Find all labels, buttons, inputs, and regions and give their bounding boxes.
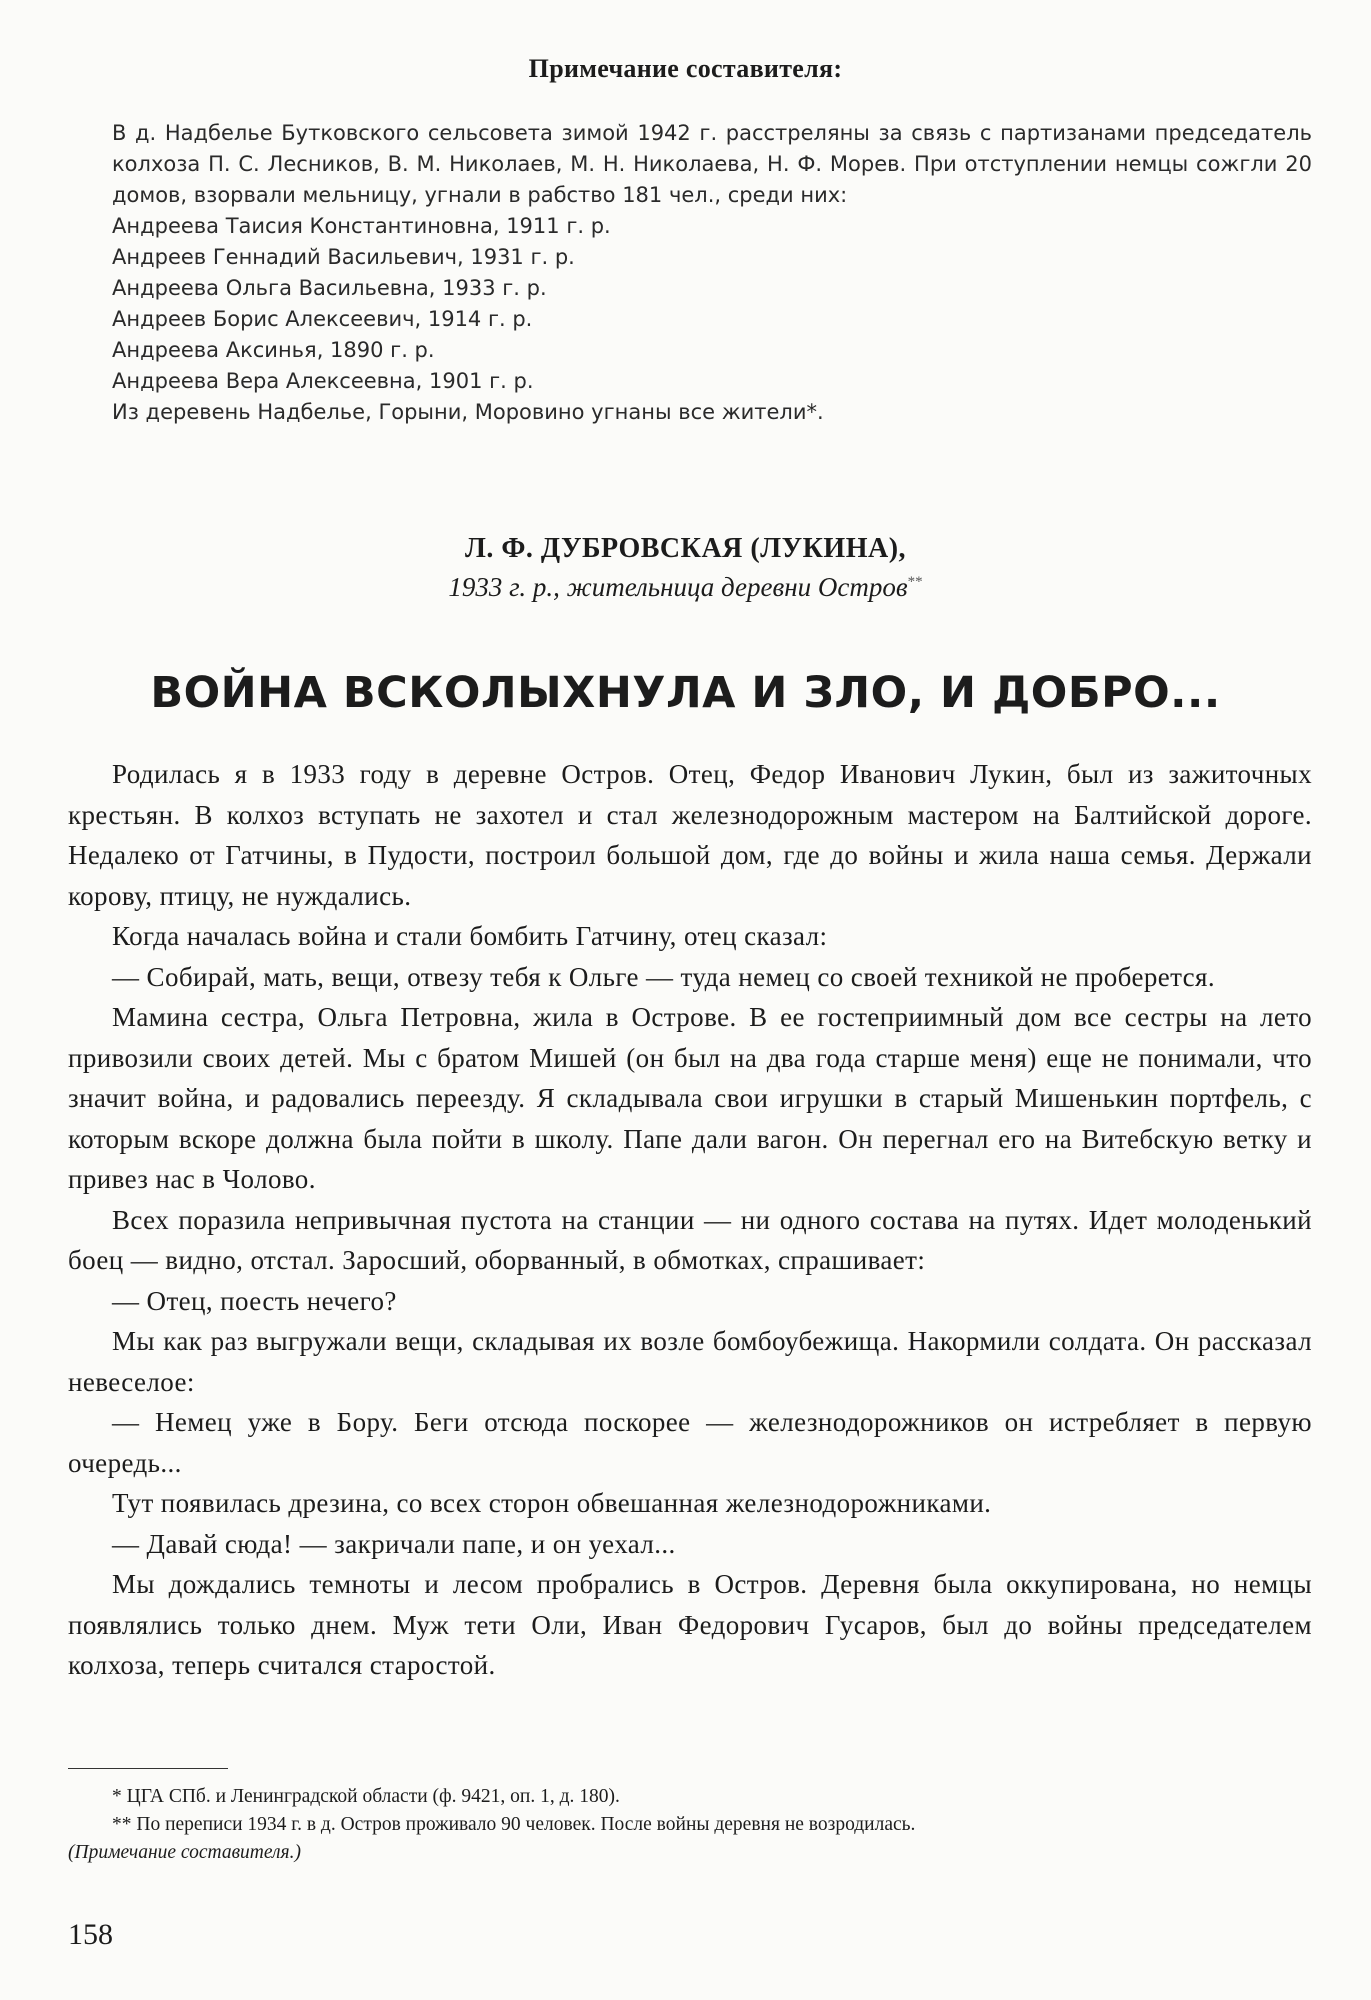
article-headline: ВОЙНА ВСКОЛЫХНУЛА И ЗЛО, И ДОБРО...: [150, 668, 1221, 718]
page-number: 158: [68, 1918, 113, 1951]
paragraph: — Немец уже в Бору. Беги отсюда поскорее — железнодорожников он истребляет в первую очередь...: [68, 1407, 1312, 1478]
compiler-note-title: Примечание составителя:: [528, 54, 843, 83]
list-item: Андреева Ольга Васильевна, 1933 г. р.: [112, 276, 547, 300]
list-item: Андреева Вера Алексеевна, 1901 г. р.: [112, 369, 534, 393]
paragraph: Мы как раз выгружали вещи, складывая их возле бомбоубежища. Накормили солдата. Он рассказал невеселое:: [68, 1326, 1312, 1397]
paragraph: Всех поразила непривычная пустота на станции — ни одного состава на путях. Идет молоденький боец — видно, отстал. Заросший, оборванный, в обмотках, спрашивает:: [68, 1204, 1312, 1275]
paragraph: Тут появилась дрезина, со всех сторон обвешанная железнодорожниками.: [112, 1488, 992, 1518]
footnote-1: * ЦГА СПб. и Ленинградской области (ф. 9421, оп. 1, д. 180).: [112, 1786, 620, 1807]
list-item: Андреев Геннадий Васильевич, 1931 г. р.: [112, 245, 575, 269]
footnotes: [68, 1783, 1312, 1867]
paragraph: — Отец, поесть нечего?: [112, 1285, 397, 1316]
footnote-divider: [68, 1768, 228, 1769]
paragraph: Мы дождались темноты и лесом пробрались в Остров. Деревня была оккупирована, но немцы появлялись только днем. Муж тети Оли, Иван Федорович Гусаров, был до войны председателем колхоза, теперь считался старостой.: [68, 1569, 1312, 1680]
paragraph: — Давай сюда! — закричали папе, и он уехал...: [112, 1528, 676, 1559]
paragraph: Когда началась война и стали бомбить Гатчину, отец сказал:: [112, 921, 828, 951]
list-item: Андреева Аксинья, 1890 г. р.: [112, 338, 435, 362]
list-item: Из деревень Надбелье, Горыни, Моровино угнаны все жители*.: [112, 400, 824, 424]
compiler-note: [112, 118, 1312, 428]
deportee-list: [112, 211, 1312, 428]
footnote-2-text: ** По переписи 1934 г. в д. Остров проживало 90 человек. После войны деревня не возродилась.: [112, 1814, 916, 1835]
author-subtitle: [0, 572, 1371, 603]
footnote-2-attribution: (Примечание составителя.): [68, 1842, 301, 1863]
paragraph: Родилась я в 1933 году в деревне Остров. Отец, Федор Иванович Лукин, был из зажиточных крестьян. В колхоз вступать не захотел и стал железнодорожным мастером на Балтийской дороге. Недалеко от Гатчины, в Пудости, построил большой дом, где до войны и жила наша семья. Держали корову, птицу, не нуждались.: [68, 759, 1312, 911]
compiler-note-intro: В д. Надбелье Бутковского сельсовета зимой 1942 г. расстреляны за связь с партизанами председатель колхоза П. С. Лесников, В. М. Николаев, М. Н. Николаева, Н. Ф. Морев. При отступлении немцы сожгли 20 домов, взорвали мельницу, угнали в рабство 181 чел., среди них:: [112, 121, 1312, 207]
footnote-marker: **: [907, 574, 923, 590]
article-body: [68, 754, 1312, 1686]
author-subtitle-text: 1933 г. р., жительница деревни Остров: [448, 572, 908, 602]
author-name: Л. Ф. ДУБРОВСКАЯ (ЛУКИНА),: [464, 533, 907, 564]
list-item: Андреева Таисия Константиновна, 1911 г. р.: [112, 214, 611, 238]
footnote-2: [68, 1811, 1312, 1839]
list-item: Андреев Борис Алексеевич, 1914 г. р.: [112, 307, 533, 331]
paragraph: — Собирай, мать, вещи, отвезу тебя к Ольге — туда немец со своей техникой не проберется.: [112, 961, 1216, 992]
paragraph: Мамина сестра, Ольга Петровна, жила в Острове. В ее гостеприимный дом все сестры на лето привозили своих детей. Мы с братом Мишей (он был на два года старше меня) еще не понимали, что значит война, и радовались переезду. Я складывала свои игрушки в старый Мишенькин портфель, с которым вскоре должна была пойти в школу. Папе дали вагон. Он перегнал его на Витебскую ветку и привез нас в Чолово.: [68, 1002, 1312, 1194]
